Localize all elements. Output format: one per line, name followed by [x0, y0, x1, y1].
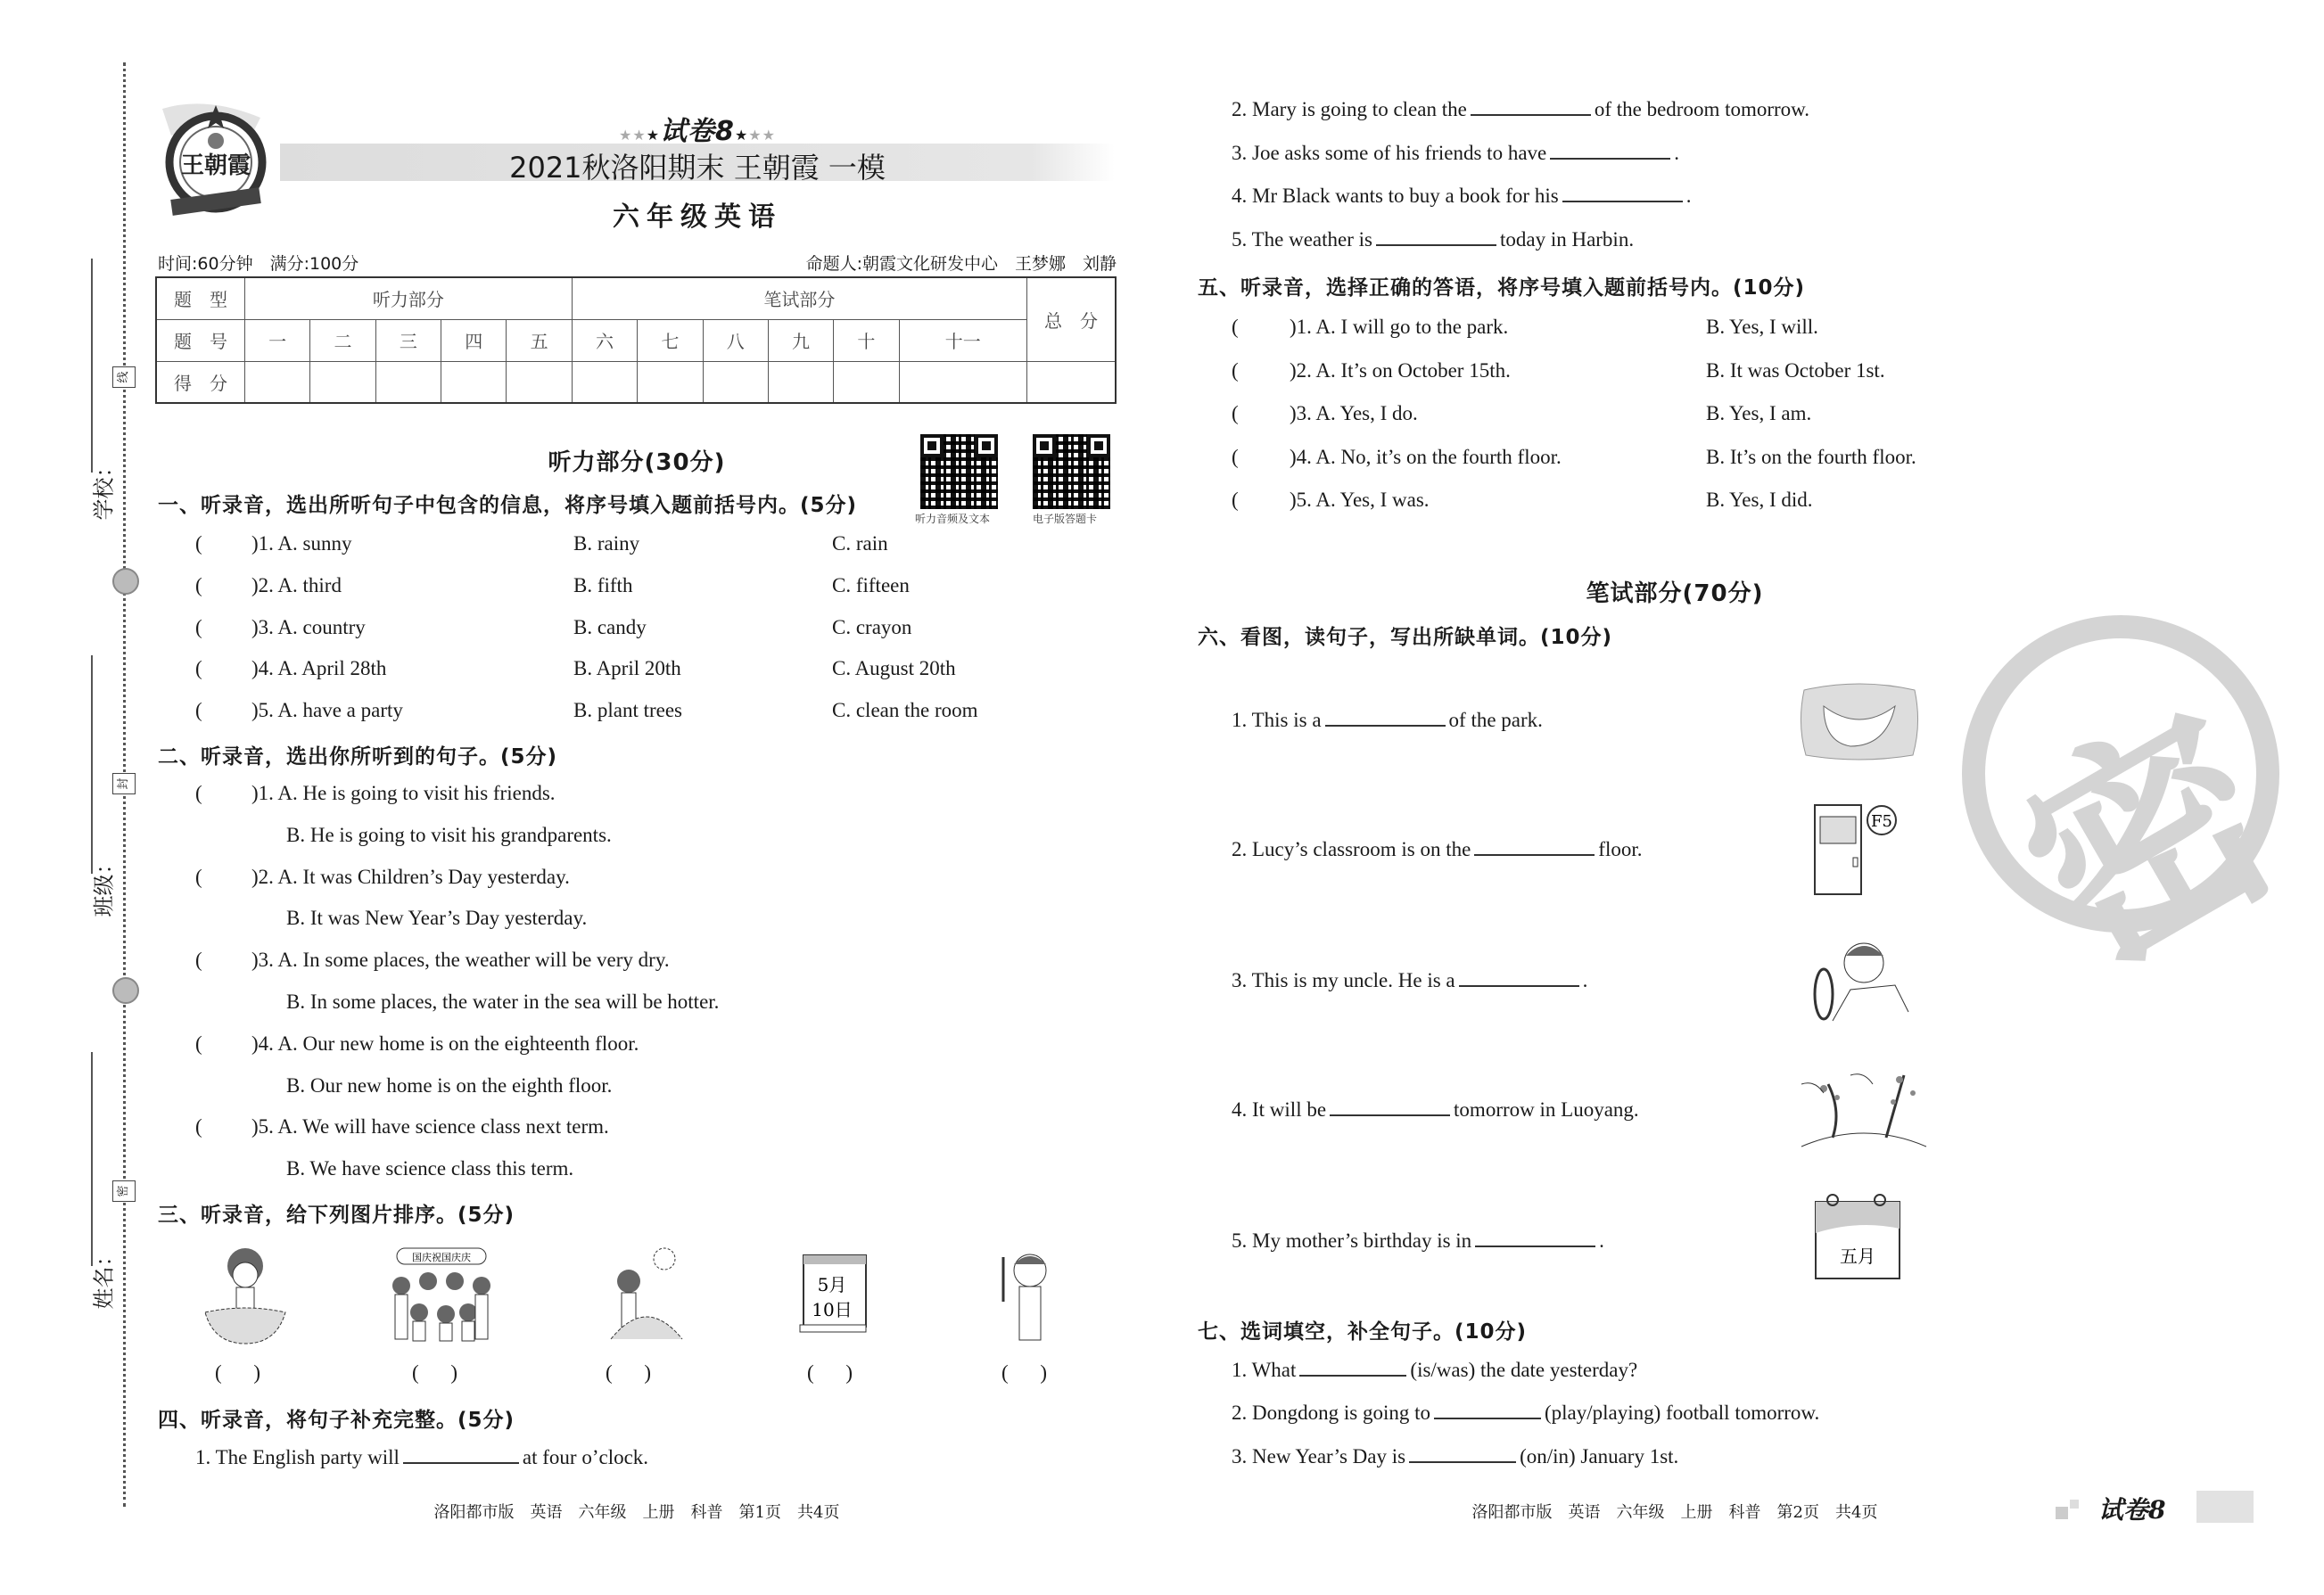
group-listening: 听力部分 [245, 277, 573, 319]
score-cell[interactable] [768, 361, 833, 403]
sentence-start: 1. This is a [1232, 709, 1322, 731]
sentence-start: 1. What [1232, 1359, 1297, 1381]
score-cell[interactable] [638, 361, 703, 403]
question-number-cell: 四 [441, 319, 507, 361]
windy-trees-icon [1797, 1066, 1931, 1160]
option-b: B. Yes, I will. [1706, 316, 1818, 338]
option-b: B. It was October 1st. [1706, 358, 1885, 382]
watermark-char: 密 [1982, 669, 2319, 1018]
calendar-may-10-icon [798, 1250, 869, 1335]
score-cell[interactable] [310, 361, 375, 403]
option-b: B. Our new home is on the eighth floor. [286, 1073, 613, 1097]
row-label-number: 题 号 [156, 319, 245, 361]
scissors-icon [112, 568, 139, 595]
answer-bracket[interactable]: ( [195, 615, 202, 638]
picture-order-bracket[interactable]: ( ) [412, 1361, 458, 1384]
sentence-start: 2. Dongdong is going to [1232, 1402, 1430, 1424]
brand-logo [153, 100, 278, 216]
choice-sentence [1232, 1445, 1678, 1468]
choice-sentence [1232, 1402, 1819, 1425]
option-c: C. rain [832, 532, 888, 555]
option-b: B. Yes, I did. [1706, 489, 1813, 512]
answer-bracket[interactable]: ( [1232, 358, 1239, 382]
answer-bracket[interactable]: ( [195, 699, 202, 722]
fill-sentence [1232, 228, 1634, 251]
door-floor-label: F5 [1871, 812, 1892, 831]
row-label-score: 得 分 [156, 361, 245, 403]
answer-bracket[interactable]: ( [1232, 316, 1239, 338]
authors: 命题人:朝霞文化研发中心 王梦娜 刘静 [805, 254, 1117, 274]
option-b: B. plant trees [573, 699, 682, 722]
name-underline [91, 1052, 93, 1266]
footer-page-2: 洛阳都市版 英语 六年级 上册 科普 第2页 共4页 [1471, 1503, 1878, 1522]
total-score-cell[interactable] [1027, 361, 1117, 403]
answer-bracket[interactable]: ( [195, 1032, 202, 1055]
question-number-cell: 三 [375, 319, 441, 361]
section-6-heading: 六、看图，读句子，写出所缺单词。(10分) [1198, 626, 1613, 649]
sentence-start: 5. My mother’s birthday is in [1232, 1229, 1472, 1252]
sentence-end: of the bedroom tomorrow. [1594, 98, 1810, 120]
answer-blank[interactable] [1376, 228, 1496, 246]
answer-blank[interactable] [1330, 1098, 1450, 1116]
question-number-cell: 七 [638, 319, 703, 361]
answer-blank[interactable] [1299, 1359, 1406, 1377]
door-icon [1812, 802, 1901, 905]
option-a: )5. A. We will have science class next term. [251, 1115, 609, 1139]
question-number-cell: 二 [310, 319, 375, 361]
answer-bracket[interactable]: ( [195, 532, 202, 555]
score-cell[interactable] [572, 361, 637, 403]
question-number-cell: 十 [834, 319, 899, 361]
fill-sentence [1232, 98, 1809, 121]
boy-washing-icon [192, 1241, 299, 1352]
question-number-cell: 十一 [899, 319, 1026, 361]
option-a: )1. A. I will go to the park. [1290, 316, 1509, 338]
option-c: C. crayon [832, 615, 912, 638]
answer-blank[interactable] [1434, 1402, 1541, 1419]
boy-sunny-icon [593, 1241, 691, 1352]
calendar-day-text: 10日 [812, 1299, 853, 1320]
section-4-heading: 四、听录音，将句子补充完整。(5分) [158, 1409, 515, 1432]
sentence-start: 2. Lucy’s classroom is on the [1232, 838, 1471, 860]
sentence-end: at four o’clock. [522, 1446, 649, 1468]
question-number-cell: 五 [507, 319, 572, 361]
option-c: C. clean the room [832, 699, 978, 722]
sentence-end: of the park. [1448, 709, 1543, 731]
picture-sentence [1232, 969, 1587, 992]
option-b: B. April 20th [573, 657, 681, 680]
nurse-icon [985, 1248, 1066, 1351]
answer-bracket[interactable]: ( [1232, 402, 1239, 425]
svg-text:王朝霞: 王朝霞 [180, 152, 251, 179]
time-info: 时间:60分钟 满分:100分 [158, 254, 359, 274]
answer-blank[interactable] [1475, 1229, 1595, 1247]
picture-sentence [1232, 1229, 1604, 1253]
celebration-banner-text: 国庆祝国庆庆 [412, 1252, 471, 1263]
school-label: 学校： [91, 456, 117, 521]
option-a: )4. A. Our new home is on the eighteenth floor. [251, 1032, 639, 1055]
fill-sentence [195, 1446, 648, 1469]
section-3-heading: 三、听录音，给下列图片排序。(5分) [158, 1204, 515, 1227]
answer-blank[interactable] [1474, 838, 1595, 856]
sentence-start: 3. Joe asks some of his friends to have [1232, 141, 1547, 164]
qr-code-answer-card[interactable] [1033, 434, 1110, 509]
school-underline [91, 259, 93, 473]
answer-blank[interactable] [1471, 98, 1591, 116]
calendar-month-text: 5月 [817, 1274, 847, 1295]
option-a: )1. A. sunny [251, 532, 352, 555]
picture-sentence [1232, 1098, 1639, 1122]
group-writing: 笔试部分 [572, 277, 1026, 319]
national-day-celebration-icon [379, 1241, 504, 1352]
answer-bracket[interactable]: ( [195, 1115, 202, 1139]
picture-order-bracket[interactable]: ( ) [807, 1361, 853, 1384]
score-cell[interactable] [375, 361, 441, 403]
sentence-end: floor. [1598, 838, 1643, 860]
score-cell[interactable] [507, 361, 572, 403]
fill-sentence [1232, 185, 1691, 208]
option-c: C. August 20th [832, 657, 956, 680]
sentence-end: . [1599, 1229, 1604, 1252]
section-7-heading: 七、选词填空，补全句子。(10分) [1198, 1320, 1528, 1344]
sentence-start: 1. The English party will [195, 1446, 400, 1468]
section-1-heading: 一、听录音，选出所听句子中包含的信息，将序号填入题前括号内。(5分) [158, 494, 858, 517]
sentence-end: . [1582, 969, 1588, 991]
option-a: )2. A. It was Children’s Day yesterday. [251, 865, 570, 888]
option-c: C. fifteen [832, 573, 910, 596]
answer-bracket[interactable]: ( [1232, 489, 1239, 512]
calendar-month-label: 五月 [1840, 1246, 1875, 1267]
score-table [155, 276, 1117, 404]
option-a: )3. A. In some places, the weather will be very dry. [251, 949, 670, 972]
answer-bracket[interactable]: ( [195, 782, 202, 804]
answer-blank[interactable] [1409, 1445, 1516, 1463]
total-label: 总 分 [1027, 277, 1117, 361]
driver-icon [1797, 936, 1922, 1030]
section-5-heading: 五、听录音，选择正确的答语，将序号填入题前括号内。(10分) [1198, 276, 1806, 300]
score-cell[interactable] [703, 361, 768, 403]
question-number-cell: 八 [703, 319, 768, 361]
exam-title: 2021秋洛阳期末 王朝霞 一模 [509, 151, 886, 185]
class-underline [91, 655, 93, 874]
answer-blank[interactable] [1562, 185, 1683, 202]
picture-sentence [1232, 838, 1643, 861]
question-number-cell: 六 [572, 319, 637, 361]
sentence-start: 3. New Year’s Day is [1232, 1445, 1406, 1468]
paper-number: ★★★试卷8★★★ [619, 116, 776, 147]
class-label: 班级： [91, 852, 117, 917]
option-a: )4. A. April 28th [251, 657, 387, 680]
option-a: )4. A. No, it’s on the fourth floor. [1290, 445, 1562, 468]
question-number-cell: 一 [245, 319, 310, 361]
score-cell[interactable] [245, 361, 310, 403]
question-number-cell: 九 [768, 319, 833, 361]
sentence-start: 3. This is my uncle. He is a [1232, 969, 1455, 991]
row-label-type: 题 型 [156, 277, 245, 319]
sentence-start: 4. It will be [1232, 1098, 1327, 1121]
paper-tag [2056, 1491, 2254, 1523]
option-b: B. It was New Year’s Day yesterday. [286, 907, 588, 930]
cut-mark-mi: 密 [112, 1180, 136, 1202]
sentence-end: (play/playing) football tomorrow. [1544, 1402, 1820, 1424]
score-cell[interactable] [441, 361, 507, 403]
answer-blank[interactable] [403, 1446, 519, 1464]
cut-mark-feng: 封 [112, 773, 136, 794]
qr-caption-audio: 听力音频及文本 [915, 513, 991, 525]
sentence-start: 2. Mary is going to clean the [1232, 98, 1467, 120]
sentence-end: today in Harbin. [1499, 228, 1635, 251]
score-cell[interactable] [899, 361, 1026, 403]
scissors-icon [112, 977, 139, 1004]
answer-blank[interactable] [1459, 969, 1579, 987]
section-2-heading: 二、听录音，选出你所听到的句子。(5分) [158, 745, 558, 769]
park-map-icon [1797, 679, 1922, 769]
option-a: )5. A. have a party [251, 699, 403, 722]
option-b: B. We have science class this term. [286, 1157, 574, 1180]
sentence-end: . [1685, 185, 1692, 208]
option-b: B. candy [573, 615, 647, 638]
picture-order-bracket[interactable]: ( ) [215, 1361, 261, 1384]
name-label: 姓名： [91, 1245, 117, 1310]
fill-sentence [1232, 142, 1679, 165]
cut-mark-xian: 线 [112, 366, 136, 388]
exam-subject: 六年级英语 [613, 201, 782, 233]
answer-bracket[interactable]: ( [195, 573, 202, 596]
option-b: B. Yes, I am. [1706, 402, 1812, 425]
answer-bracket[interactable]: ( [1232, 445, 1239, 468]
sentence-start: 4. Mr Black wants to buy a book for his [1232, 185, 1559, 208]
writing-title: 笔试部分(70分) [1586, 580, 1764, 607]
answer-blank[interactable] [1550, 142, 1670, 160]
choice-sentence [1232, 1359, 1637, 1382]
qr-code-audio[interactable] [920, 434, 998, 509]
option-b: B. He is going to visit his grandparents. [286, 823, 612, 846]
option-b: B. It’s on the fourth floor. [1706, 445, 1916, 468]
sentence-end: . [1674, 141, 1679, 164]
answer-bracket[interactable]: ( [195, 865, 202, 888]
footer-page-1: 洛阳都市版 英语 六年级 上册 科普 第1页 共4页 [433, 1503, 840, 1522]
option-b: B. fifth [573, 573, 633, 596]
option-a: )3. A. Yes, I do. [1290, 402, 1418, 425]
option-b: B. rainy [573, 532, 640, 555]
picture-order-bracket[interactable]: ( ) [606, 1361, 652, 1384]
picture-sentence [1232, 709, 1543, 732]
paper-tag-text: 试卷8 [2098, 1495, 2166, 1525]
answer-bracket[interactable]: ( [195, 657, 202, 680]
option-b: B. In some places, the water in the sea will be hotter. [286, 991, 720, 1013]
sentence-end: tomorrow in Luoyang. [1454, 1098, 1639, 1121]
listening-title: 听力部分(30分) [548, 449, 726, 476]
option-a: )5. A. Yes, I was. [1290, 489, 1430, 512]
sentence-end: (is/was) the date yesterday? [1410, 1359, 1638, 1381]
sentence-start: 5. The weather is [1232, 228, 1372, 251]
option-a: )1. A. He is going to visit his friends. [251, 782, 556, 804]
answer-blank[interactable] [1325, 709, 1446, 727]
option-a: )2. A. third [251, 573, 342, 596]
calendar-icon [1813, 1193, 1902, 1287]
qr-caption-answer: 电子版答题卡 [1033, 513, 1098, 525]
option-a: )2. A. It’s on October 15th. [1290, 358, 1511, 382]
answer-bracket[interactable]: ( [195, 949, 202, 972]
option-a: )3. A. country [251, 615, 366, 638]
score-cell[interactable] [834, 361, 899, 403]
picture-order-bracket[interactable]: ( ) [1001, 1361, 1048, 1384]
sentence-end: (on/in) January 1st. [1520, 1445, 1679, 1468]
